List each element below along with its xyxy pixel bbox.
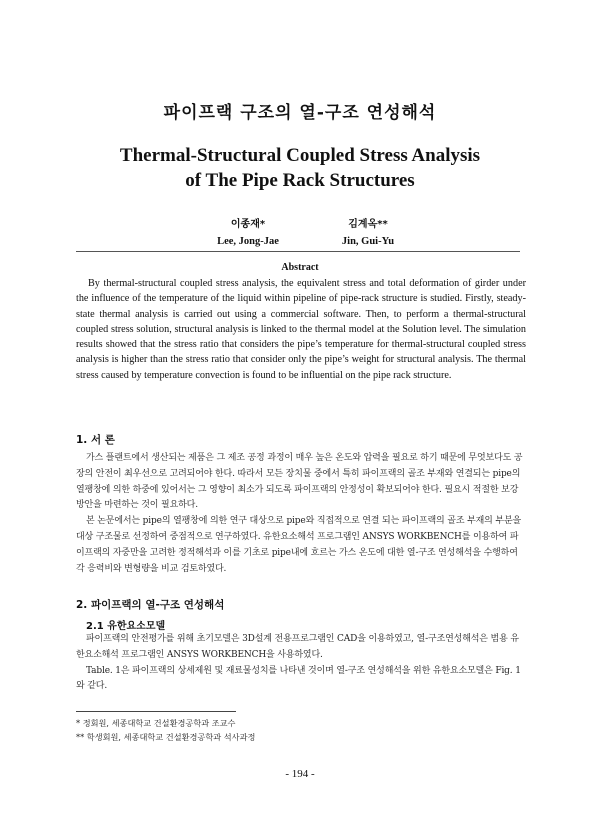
section-2-heading: 2. 파이프랙의 열-구조 연성해석 bbox=[76, 599, 225, 611]
abstract-heading: Abstract bbox=[281, 262, 319, 273]
header-divider bbox=[76, 251, 520, 252]
author-2-korean-name: 김계옥** bbox=[348, 219, 388, 230]
abstract-text: By thermal-structural coupled stress analysis, the equivalent stress and total deformation of girder under the influence of the temperature of the liquid within pipeline of pipe-rack structure is studied. Firstly, steady-state thermal analysis is carried out using a commercial software. Then, to perform a thermal-structural coupled stress solution, structural analysis is linked to the thermal model at the Solution level. The simulation results showed that the stress ratio that considers the pipe’s temperature for thermal-structural coupled stress analysis is higher than the stress ratio that consider only the pipe’s weight for structural analysis. The thermal stress caused by temperature convection is found to be influential on the pipe rack structure. bbox=[76, 278, 526, 381]
english-title bbox=[0, 143, 600, 193]
section-1-heading: 1. 서 론 bbox=[76, 434, 115, 446]
section-1-paragraph-2: 본 논문에서는 pipe의 열팽창에 의한 연구 대상으로 pipe와 직접적으로 연결 되는 파이프랙의 골조 부재의 부분을 대상 구조물로 선정하여 중점적으로 연구하였다. 유한요소해석 프로그램인 ANSYS WORKBENCH를 이용하여 파이프랙의 자중만을 고려한 정적해석과 이를 기초로 pipe내에 흐르는 가스 온도에 대한 열-구조 연성해석을 수행하여 각 응력비와 변형량을 비교 검토하였다. bbox=[76, 516, 522, 574]
page-number: - 194 - bbox=[285, 768, 315, 780]
footnotes bbox=[76, 716, 476, 744]
subsection-2-1-body bbox=[76, 632, 526, 695]
subsection-2-1-paragraph-1: 파이프랙의 안전평가를 위해 초기모델은 3D설계 전용프로그램인 CAD을 이용하였고, 열-구조연성해석은 범용 유한요소해석 프로그램인 ANSYS WORKBENCH을 사용하였다. bbox=[76, 634, 519, 660]
author-1-english-name: Lee, Jong-Jae bbox=[217, 236, 279, 247]
subsection-2-1-paragraph-2: Table. 1은 파이프랙의 상세제원 및 재료물성치를 나타낸 것이며 열-구조 연성해석을 위한 유한요소모델은 Fig. 1와 같다. bbox=[76, 665, 521, 692]
footnote-2: ** 학생회원, 세종대학교 건설환경공학과 석사과정 bbox=[76, 732, 256, 742]
subsection-2-1-heading: 2.1 유한요소모델 bbox=[86, 621, 166, 632]
author-2 bbox=[288, 216, 448, 250]
author-2-english-name: Jin, Gui-Yu bbox=[341, 236, 395, 247]
footnote-1: * 정회원, 세종대학교 건설환경공학과 조교수 bbox=[76, 718, 236, 728]
section-1-paragraph-1: 가스 플랜트에서 생산되는 제품은 그 제조 공정 과정이 매우 높은 온도와 압력을 필요로 하기 때문에 무엇보다도 공장의 안전이 최우선으로 고려되어야 한다. 따라서 모든 장치물 중에서 특히 파이프랙의 골조 부재와 연결되는 pipe의 열팽창에 의한 하중에 있어서는 그 영향이 최소가 되도록 파이프랙의 안정성이 확보되어야 한다. 필요시 적절한 보강방안을 마련하는 것이 필요하다. bbox=[76, 453, 523, 511]
english-title-line-1: Thermal-Structural Coupled Stress Analysis bbox=[119, 145, 481, 166]
section-1-body bbox=[76, 451, 526, 577]
english-title-line-2: of The Pipe Rack Structures bbox=[185, 170, 415, 191]
author-1-korean-name: 이종재* bbox=[230, 219, 266, 230]
korean-title: 파이프랙 구조의 열-구조 연성해석 bbox=[163, 103, 437, 123]
footnote-divider bbox=[76, 711, 236, 712]
